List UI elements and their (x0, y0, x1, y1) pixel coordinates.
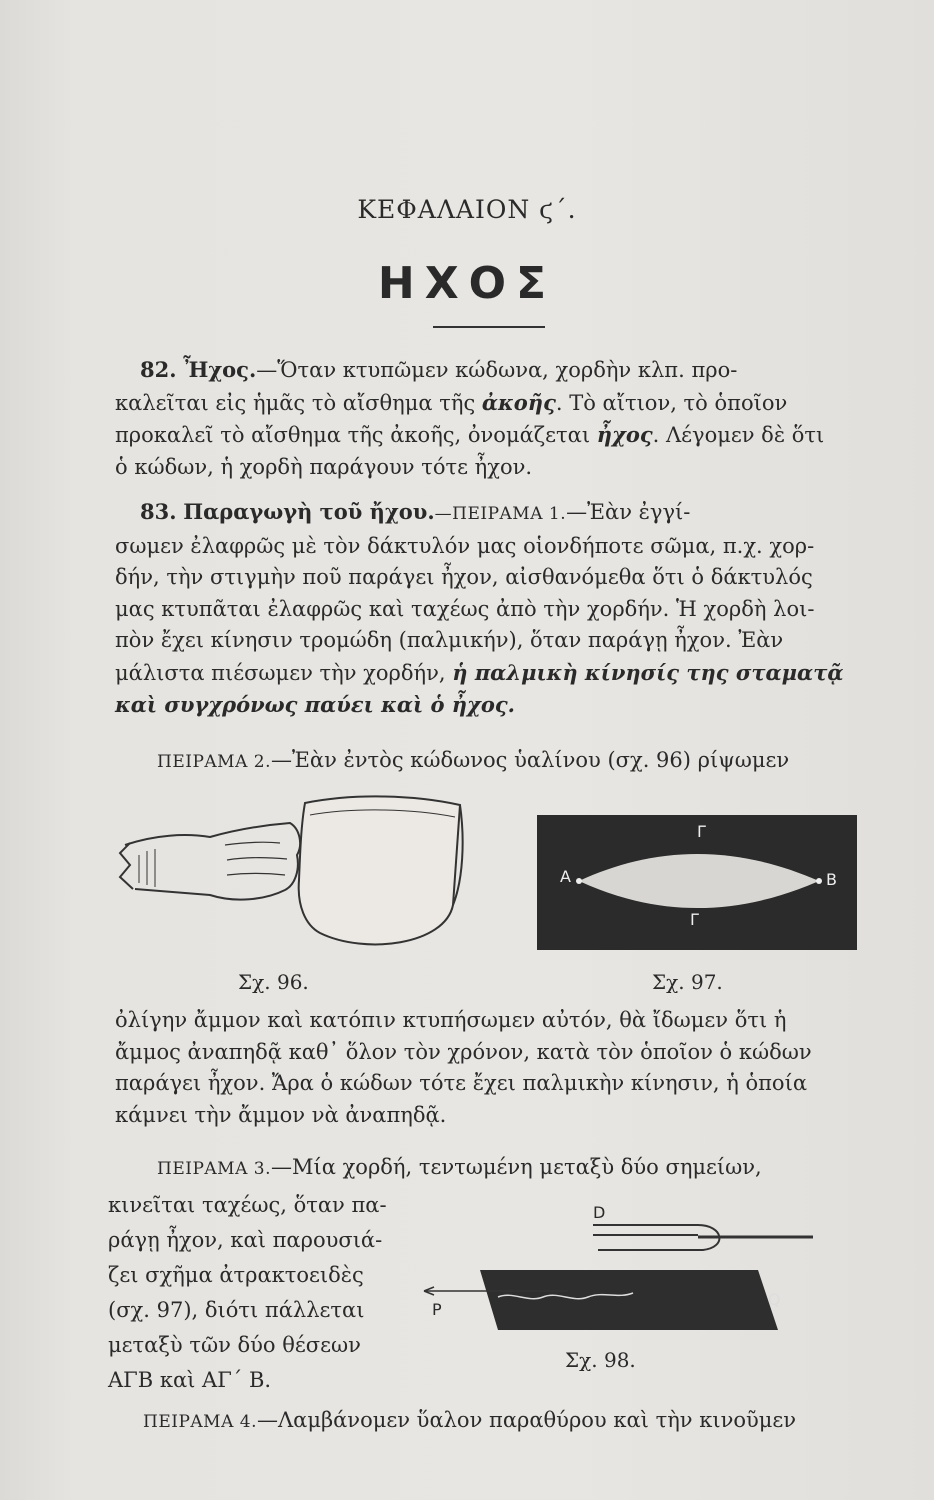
s83-line-5: πὸν ἔχει κίνησιν τρομώδη (παλμικήν), ὅταν παράγῃ ἦχον. Ἐὰν (115, 628, 784, 652)
bell-jar-figure (115, 785, 475, 965)
chapter-heading: ΚΕΦΑΛΑΙΟΝ ϛ΄. (357, 195, 577, 224)
s82-line-4: ὁ κώδων, ἡ χορδὴ παράγουν τότε ἦχον. (115, 454, 533, 479)
s83-line-4: μας κτυπᾶται ἐλαφρῶς καὶ ταχέως ἀπὸ τὴν χορδήν. Ἡ χορδὴ λοι- (115, 596, 815, 621)
figure-96-caption: Σχ. 96. (238, 970, 309, 994)
experiment-4: ΠΕΙΡΑΜΑ 4.—Λαμβάνομεν ὕαλον παραθύρου καὶ τὴν κινοῦμεν (143, 1408, 797, 1432)
section-82 (115, 354, 877, 483)
title-divider (433, 326, 545, 328)
s83-line-2: σωμεν ἐλαφρῶς μὲ τὸν δάκτυλόν μας οἱονδήποτε σῶμα, π.χ. χορ- (115, 533, 815, 558)
experiment-label: ΠΕΙΡΑΜΑ 4. (143, 1412, 257, 1432)
label-p: P (432, 1300, 442, 1319)
label-d: D (593, 1203, 606, 1222)
experiment-3: ΠΕΙΡΑΜΑ 3.—Μία χορδή, τεντωμένη μεταξὺ δύο σημείων, (157, 1155, 762, 1179)
experiment-2-cont: ὀλίγην ἄμμον καὶ κατόπιν κτυπήσωμεν αὐτόν, θὰ ἴδωμεν ὅτι ἡ ἄμμος ἀναπηδᾷ καθ᾽ ὅλον τὸν χρόνον, κατὰ τὸν ὁποῖον ὁ κώδων παράγει ἦχον. Ἄρα ὁ κώδων τότε ἔχει παλμικὴν κίνησιν, ἡ ὁποία κάμνει τὴν ἄμμον νὰ ἀναπηδᾷ. (115, 1008, 812, 1127)
figure-97-caption: Σχ. 97. (652, 970, 723, 994)
chapter-title: ΗΧΟΣ (377, 258, 557, 309)
tuning-fork-figure (418, 1195, 838, 1345)
section-heading: Παραγωγὴ τοῦ ἤχου. (183, 499, 435, 524)
experiment-label: ΠΕΙΡΑΜΑ 2. (157, 752, 271, 772)
figure-98-caption: Σχ. 98. (565, 1348, 636, 1372)
s83-line-1: 83. Παραγωγὴ τοῦ ἤχου.—ΠΕΙΡΑΜΑ 1.—Ἐὰν ἐγγί- (140, 499, 691, 524)
s83-line-3: δήν, τὴν στιγμὴν ποῦ παράγει ἦχον, αἰσθανόμεθα ὅτι ὁ δάκτυλός (115, 565, 813, 589)
experiment-2: ΠΕΙΡΑΜΑ 2.—Ἐὰν ἐντὸς κώδωνος ὑαλίνου (σχ. 96) ρίψωμεν (157, 748, 790, 772)
section-number: 83. (140, 499, 177, 524)
label-b: Β (826, 870, 837, 889)
section-83 (115, 496, 877, 721)
label-a: Α (560, 867, 571, 886)
s83-line-6: μάλιστα πιέσωμεν τὴν χορδήν, ἡ παλμικὴ κίνησίς της σταματᾷ (115, 659, 844, 685)
s82-line-3: προκαλεῖ τὸ αἴσθημα τῆς ἀκοῆς, ὀνομάζεται ἦχος. Λέγομεν δὲ ὅτι (115, 422, 825, 447)
s82-line-1: 82. Ἦχος.—Ὅταν κτυπῶμεν κώδωνα, χορδὴν κλπ. προ- (140, 357, 738, 382)
label-q: Q (768, 1290, 781, 1309)
section-heading: Ἦχος. (183, 357, 257, 382)
s83-line-7: καὶ συγχρόνως παύει καὶ ὁ ἦχος. (115, 692, 515, 717)
s82-line-2: καλεῖται εἰς ἡμᾶς τὸ αἴσθημα τῆς ἀκοῆς. Τὸ αἴτιον, τὸ ὁποῖον (115, 389, 788, 415)
label-gamma-bottom: Γ (690, 910, 699, 929)
experiment-3-column: κινεῖται ταχέως, ὅταν πα- ράγῃ ἦχον, καὶ παρουσιά- ζει σχῆμα ἀτρακτοειδὲς (σχ. 97), διότι πάλλεται μεταξὺ τῶν δύο θέσεων ΑΓΒ καὶ ΑΓ΄ Β. (108, 1193, 387, 1392)
experiment-label: ΠΕΙΡΑΜΑ 3. (157, 1159, 271, 1179)
section-number: 82. (140, 357, 177, 382)
label-gamma-top: Γ (697, 822, 706, 841)
